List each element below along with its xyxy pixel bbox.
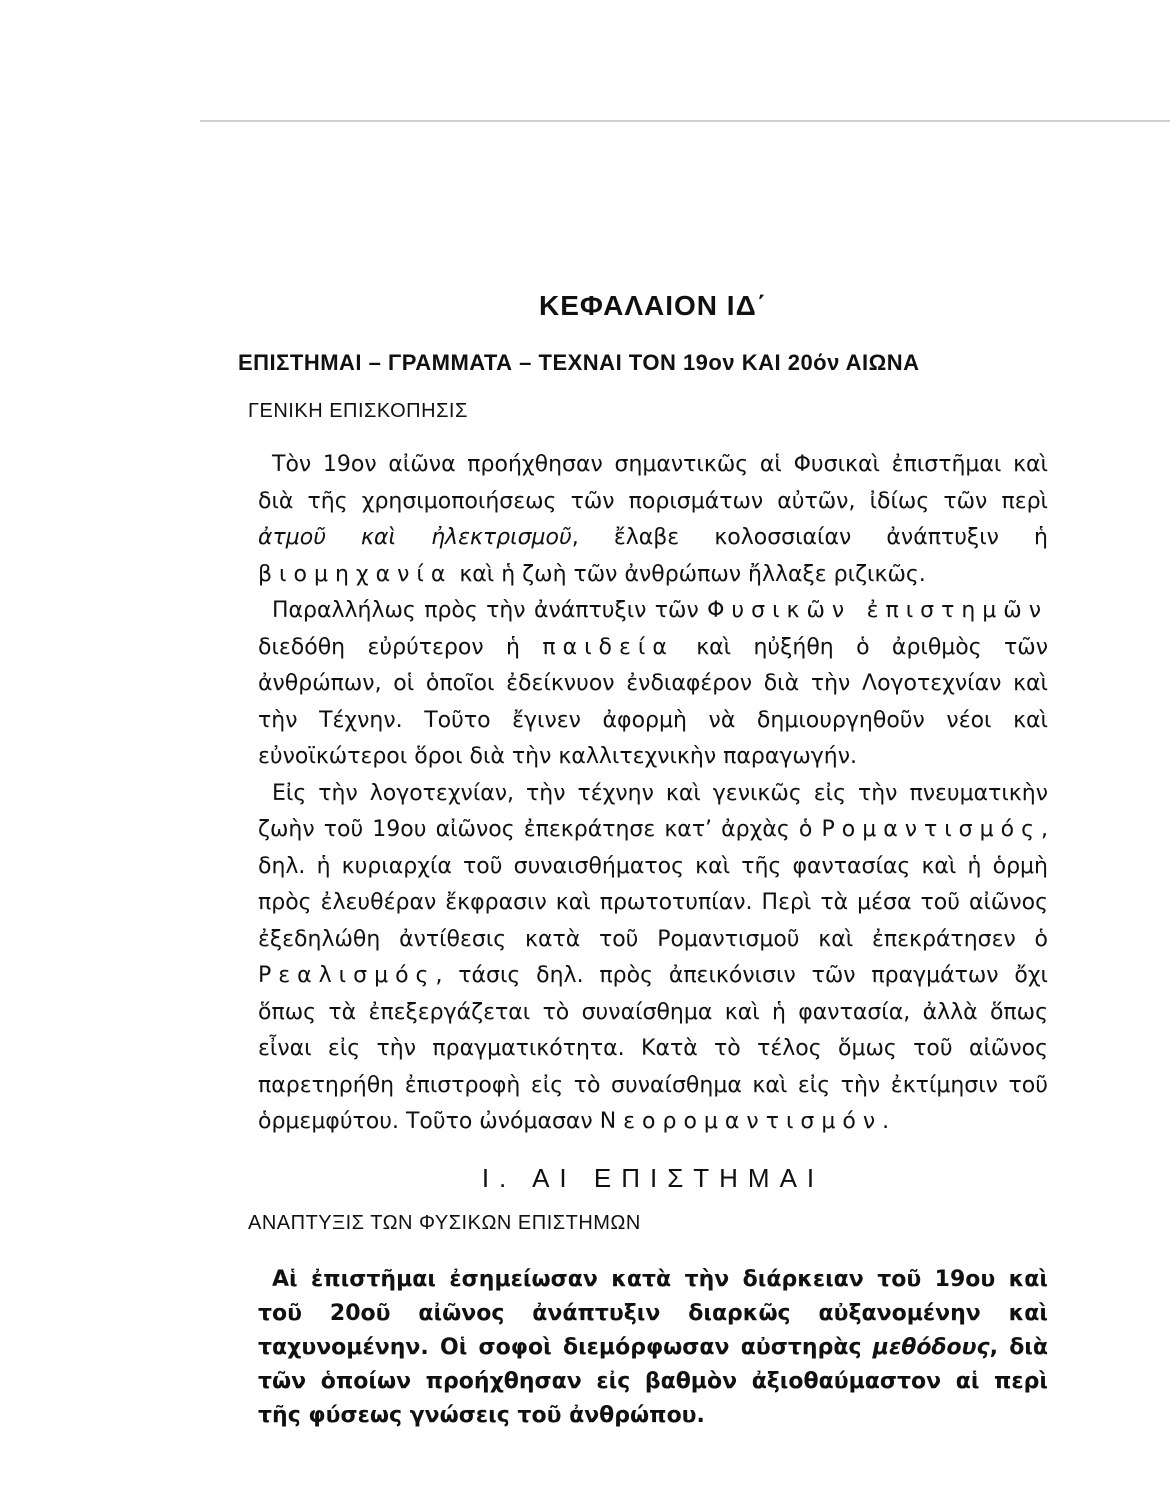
- page-content: [238, 290, 1049, 1433]
- paragraph-2: Παραλλήλως πρὸς τὴν ἀνάπτυξιν τῶν Φυσικῶν ἐπιστημῶν διεδόθη εὐρύτερον ἡ παιδεία καὶ ηὐξήθη ὁ ἀριθμὸς τῶν ἀνθρώπων, οἱ ὁποῖοι ἐδείκνυον ἐνδιαφέρον διὰ τὴν Λογοτεχνίαν καὶ τὴν Τέχνην. Τοῦτο ἔγινεν ἀφορμὴ νὰ δημιουργηθοῦν νέοι καὶ εὐνοϊκώτεροι ὅροι διὰ τὴν καλλιτεχνικὴν παραγωγήν.: [258, 598, 1048, 769]
- paragraph-1: Τὸν 19ον αἰῶνα προήχθησαν σημαντικῶς αἱ Φυσικαὶ ἐπιστῆμαι καὶ διὰ τῆς χρησιμοποιήσεως τῶν πορισμάτων αὐτῶν, ἰδίως τῶν περὶ ἀτμοῦ καὶ ἠλεκτρισμοῦ, ἔλαβε κολοσσιαίαν ἀνάπτυξιν ἡ βιομηχανία καὶ ἡ ζωὴ τῶν ἀνθρώπων ἤλλαξε ριζικῶς.: [258, 452, 1049, 587]
- section-heading-general-overview: ΓΕΝΙΚΗ ΕΠΙΣΚΟΠΗΣΙΣ: [248, 400, 468, 422]
- emphasis-methods: μεθόδους: [872, 1334, 990, 1360]
- chapter-subtitle: ΕΠΙΣΤΗΜΑΙ – ΓΡΑΜΜΑΤΑ – ΤΕΧΝΑΙ ΤΟΝ 19ον ΚΑΙ 20όν ΑΙΩΝΑ: [238, 350, 920, 375]
- emphasis-industry: βιομηχανία: [258, 561, 453, 587]
- header-rule: [200, 80, 1170, 122]
- section-heading-physical-sciences: ΑΝΑΠΤΥΞΙΣ ΤΩΝ ΦΥΣΙΚΩΝ ΕΠΙΣΤΗΜΩΝ: [248, 1211, 641, 1234]
- emphasis-neoromanticism: Νεορομαντισμόν: [599, 1109, 883, 1134]
- emphasis-physical-sciences: Φυσικῶν ἐπιστημῶν: [707, 598, 1048, 623]
- emphasis-realism: Ρεαλισμός: [258, 963, 436, 988]
- emphasis-education: παιδεία: [542, 634, 674, 660]
- chapter-title: ΚΕΦΑΛΑΙΟΝ ΙΔ΄: [538, 290, 768, 321]
- emphasis-romanticism: Ρομαντισμός: [821, 817, 1041, 842]
- paragraph-3: Εἰς τὴν λογοτεχνίαν, τὴν τέχνην καὶ γενικῶς εἰς τὴν πνευματικὴν ζωὴν τοῦ 19ου αἰῶνος ἐπεκράτησε κατ’ ἀρχὰς ὁ Ρομαντισμός, δηλ. ἡ κυριαρχία τοῦ συναισθήματος καὶ τῆς φαντασίας καὶ ἡ ὁρμὴ πρὸς ἐλευθέραν ἔκφρασιν καὶ πρωτοτυπίαν. Περὶ τὰ μέσα τοῦ αἰῶνος ἐξεδηλώθη ἀντίθεσις κατὰ τοῦ Ρομαντισμοῦ καὶ ἐπεκράτησεν ὁ Ρεαλισμός, τάσις δηλ. πρὸς ἀπεικόνισιν τῶν πραγμάτων ὄχι ὅπως τὰ ἐπεξεργάζεται τὸ συναίσθημα καὶ ἡ φαντασία, ἀλλὰ ὅπως εἶναι εἰς τὴν πραγματικότητα. Κατὰ τὸ τέλος ὅμως τοῦ αἰῶνος παρετηρήθη ἐπιστροφὴ εἰς τὸ συναίσθημα καὶ εἰς τὴν ἐκτίμησιν τοῦ ὁρμεμφύτου. Τοῦτο ὠνόμασαν Νεορομαντισμόν.: [258, 780, 1048, 1134]
- emphasis-steam-electricity: ἀτμοῦ καὶ ἠλεκτρισμοῦ: [258, 525, 572, 550]
- part-title-sciences: Ι. ΑΙ ΕΠΙΣΤΗΜΑΙ: [481, 1162, 825, 1193]
- paragraph-4: Αἱ ἐπιστῆμαι ἐσημείωσαν κατὰ τὴν διάρκειαν τοῦ 19ου καὶ τοῦ 20οῦ αἰῶνος ἀνάπτυξιν διαρκῶς αὐξανομένην καὶ ταχυνομένην. Οἱ σοφοὶ διεμόρφωσαν αὐστηρὰς μεθόδους, διὰ τῶν ὁποίων προήχθησαν εἰς βαθμὸν ἀξιοθαύμαστον αἱ περὶ τῆς φύσεως γνώσεις τοῦ ἀνθρώπου.: [258, 1266, 1048, 1428]
